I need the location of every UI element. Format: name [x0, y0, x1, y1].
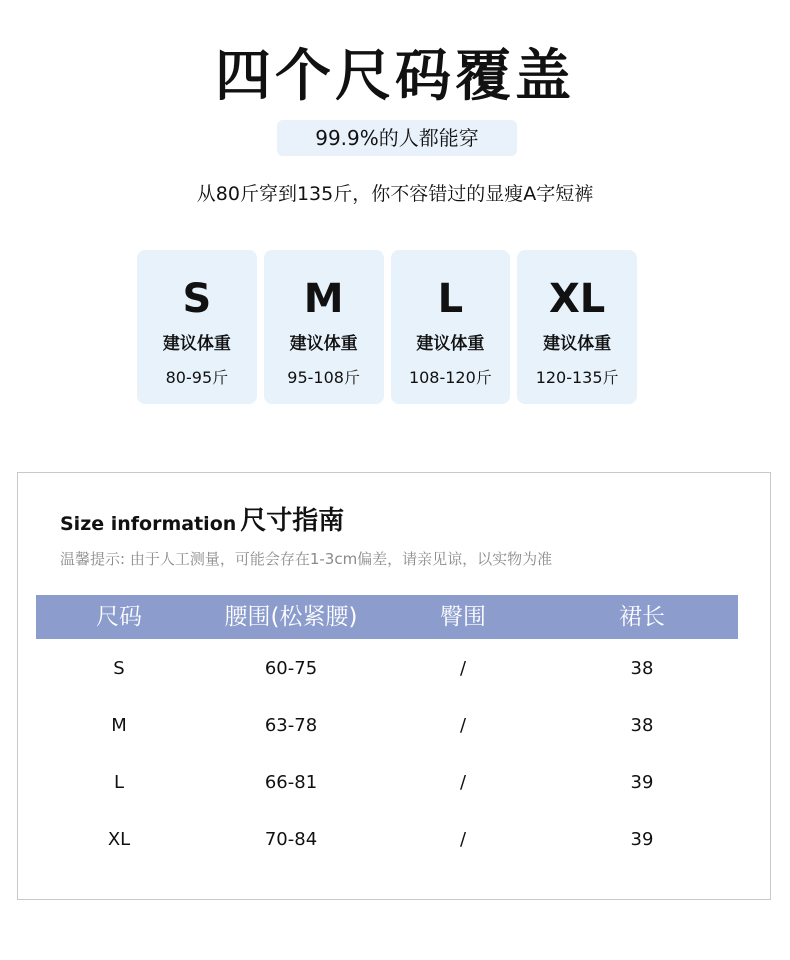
table-row [36, 811, 738, 868]
table-row [36, 697, 738, 754]
cell-length: 38 [630, 658, 654, 679]
recommended-weight-label: 建议体重 [162, 334, 231, 354]
size-card-s [137, 250, 257, 404]
cell-length: 39 [630, 829, 654, 850]
size-letter: M [303, 276, 344, 322]
size-info-panel [17, 472, 771, 900]
cell-hip: / [459, 772, 467, 793]
size-table [36, 595, 738, 868]
size-card-l [391, 250, 511, 404]
cell-length: 38 [630, 715, 654, 736]
column-header-length: 裙长 [619, 604, 665, 630]
size-info-heading-en: Size information [60, 513, 237, 535]
size-letter: XL [548, 276, 606, 322]
weight-range: 80-95斤 [165, 368, 229, 387]
size-info-heading-cn: 尺寸指南 [240, 506, 345, 536]
table-row [36, 754, 738, 811]
cell-waist: 66-81 [264, 772, 318, 793]
cell-length: 39 [630, 772, 654, 793]
recommended-weight-label: 建议体重 [289, 334, 358, 354]
cell-waist: 60-75 [264, 658, 318, 679]
table-body [36, 639, 738, 868]
measurement-note: 温馨提示: 由于人工测量，可能会存在1-3cm偏差，请亲见谅，以实物为准 [60, 550, 553, 568]
cell-waist: 63-78 [264, 715, 318, 736]
weight-range: 95-108斤 [287, 368, 360, 387]
cell-size: L [113, 772, 125, 793]
cell-size: XL [107, 829, 131, 850]
column-header-size: 尺码 [96, 604, 142, 630]
cell-hip: / [459, 715, 467, 736]
size-card-m [264, 250, 384, 404]
size-card-xl [517, 250, 637, 404]
cell-hip: / [459, 658, 467, 679]
size-card-list [137, 250, 637, 404]
cell-size: M [111, 715, 127, 736]
table-row [36, 640, 738, 697]
cell-waist: 70-84 [264, 829, 318, 850]
size-info-heading [60, 503, 344, 539]
recommended-weight-label: 建议体重 [416, 334, 485, 354]
table-header [36, 595, 738, 639]
weight-range: 108-120斤 [408, 368, 492, 387]
cell-hip: / [459, 829, 467, 850]
recommended-weight-label: 建议体重 [543, 334, 612, 354]
column-header-hip: 臀围 [440, 604, 486, 630]
column-header-waist: 腰围(松紧腰) [224, 604, 358, 630]
cell-size: S [113, 658, 125, 679]
weight-range: 120-135斤 [535, 368, 619, 387]
page-title: 四个尺码覆盖 [215, 44, 575, 109]
size-letter: L [437, 276, 464, 322]
tagline: 从80斤穿到135斤，你不容错过的显瘦A字短裤 [196, 183, 594, 205]
coverage-badge: 99.9%的人都能穿 [277, 120, 517, 156]
size-letter: S [182, 276, 212, 322]
